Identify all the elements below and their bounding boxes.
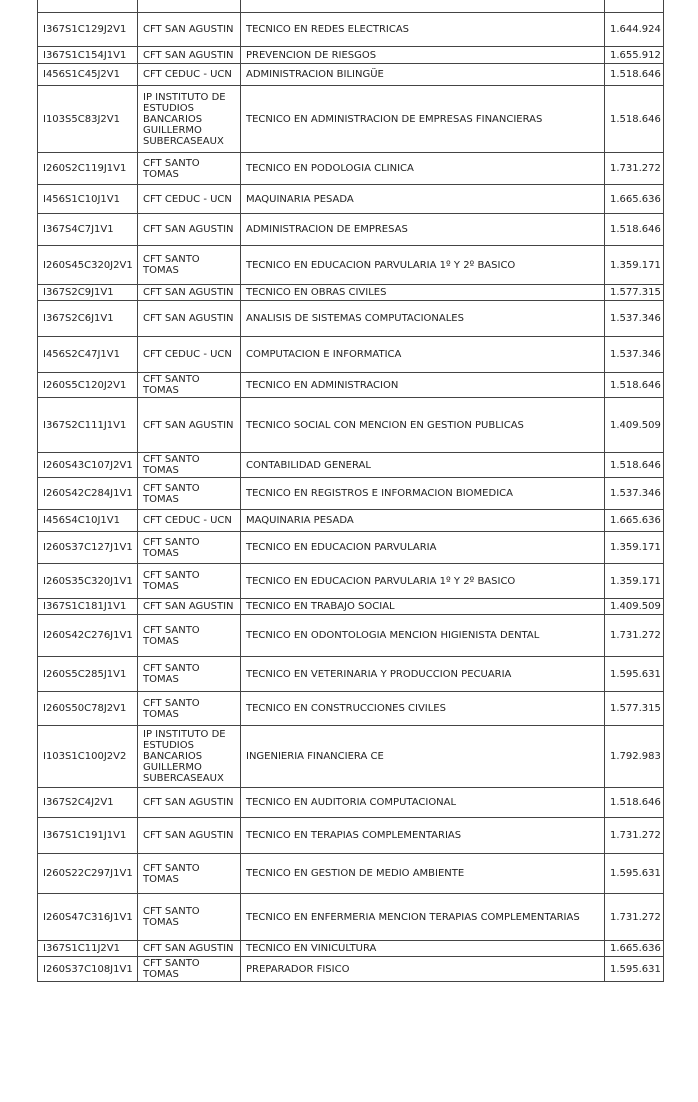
table-body [38, 13, 664, 982]
institution-cell: CFT CEDUC - UCN [138, 64, 241, 86]
amount-cell: 1.518.646 [605, 453, 664, 478]
program-code-cell: I260S22C297J1V1 [38, 854, 138, 894]
program-code-cell: I260S37C108J1V1 [38, 957, 138, 982]
program-code-cell: I456S2C47J1V1 [38, 337, 138, 373]
program-code-cell: I260S50C78J2V1 [38, 692, 138, 726]
table-row [38, 894, 664, 941]
amount-cell: 1.731.272 [605, 894, 664, 941]
institution-cell: CFT SANTO TOMAS [138, 615, 241, 657]
program-code-cell: I260S2C119J1V1 [38, 153, 138, 185]
table-row [38, 854, 664, 894]
table-row [38, 285, 664, 301]
table-row [38, 337, 664, 373]
table-row [38, 957, 664, 982]
institution-cell: CFT CEDUC - UCN [138, 337, 241, 373]
institution-cell: IP INSTITUTO DE ESTUDIOS BANCARIOS GUILLERMO SUBERCASEAUX [138, 86, 241, 153]
institution-cell: CFT CEDUC - UCN [138, 185, 241, 214]
career-cell: TECNICO EN GESTION DE MEDIO AMBIENTE [241, 854, 605, 894]
career-cell: INGENIERIA FINANCIERA CE [241, 726, 605, 788]
career-cell: TECNICO EN VETERINARIA Y PRODUCCION PECUARIA [241, 657, 605, 692]
career-cell: TECNICO EN EDUCACION PARVULARIA 1º Y 2º BASICO [241, 564, 605, 599]
amount-cell: 1.577.315 [605, 692, 664, 726]
career-cell: TECNICO EN PODOLOGIA CLINICA [241, 153, 605, 185]
institution-cell: CFT SAN AGUSTIN [138, 398, 241, 453]
table-row [38, 373, 664, 398]
program-code-cell: I367S1C181J1V1 [38, 599, 138, 615]
program-code-cell: I260S43C107J2V1 [38, 453, 138, 478]
amount-cell: 1.518.646 [605, 214, 664, 246]
amount-cell: 1.731.272 [605, 818, 664, 854]
career-cell: TECNICO EN ODONTOLOGIA MENCION HIGIENISTA DENTAL [241, 615, 605, 657]
column-rule [663, 0, 664, 12]
institution-cell: CFT SANTO TOMAS [138, 453, 241, 478]
program-code-cell: I367S2C6J1V1 [38, 301, 138, 337]
career-cell: ADMINISTRACION DE EMPRESAS [241, 214, 605, 246]
column-rule [137, 0, 138, 12]
institution-cell: CFT SAN AGUSTIN [138, 788, 241, 818]
document-page [37, 12, 664, 982]
table-row [38, 657, 664, 692]
table-row [38, 153, 664, 185]
career-cell: CONTABILIDAD GENERAL [241, 453, 605, 478]
career-cell: TECNICO EN CONSTRUCCIONES CIVILES [241, 692, 605, 726]
program-code-cell: I456S4C10J1V1 [38, 510, 138, 532]
table-top-rules [37, 0, 664, 12]
amount-cell: 1.537.346 [605, 301, 664, 337]
institution-cell: CFT SAN AGUSTIN [138, 285, 241, 301]
table-row [38, 599, 664, 615]
table-row [38, 246, 664, 285]
career-cell: TECNICO EN VINICULTURA [241, 941, 605, 957]
amount-cell: 1.644.924 [605, 13, 664, 47]
amount-cell: 1.792.983 [605, 726, 664, 788]
career-cell: TECNICO SOCIAL CON MENCION EN GESTION PUBLICAS [241, 398, 605, 453]
career-cell: TECNICO EN AUDITORIA COMPUTACIONAL [241, 788, 605, 818]
table-row [38, 564, 664, 599]
table-row [38, 214, 664, 246]
table-row [38, 478, 664, 510]
program-code-cell: I260S42C284J1V1 [38, 478, 138, 510]
amount-cell: 1.518.646 [605, 86, 664, 153]
career-cell: TECNICO EN REDES ELECTRICAS [241, 13, 605, 47]
institution-cell: CFT SANTO TOMAS [138, 957, 241, 982]
program-code-cell: I367S1C129J2V1 [38, 13, 138, 47]
institution-cell: CFT SANTO TOMAS [138, 894, 241, 941]
career-cell: PREPARADOR FISICO [241, 957, 605, 982]
table-row [38, 692, 664, 726]
amount-cell: 1.665.636 [605, 510, 664, 532]
table-row [38, 453, 664, 478]
institution-cell: CFT SANTO TOMAS [138, 657, 241, 692]
amount-cell: 1.595.631 [605, 854, 664, 894]
table-row [38, 615, 664, 657]
program-code-cell: I260S37C127J1V1 [38, 532, 138, 564]
table-row [38, 510, 664, 532]
amount-cell: 1.518.646 [605, 788, 664, 818]
career-cell: COMPUTACION E INFORMATICA [241, 337, 605, 373]
amount-cell: 1.595.631 [605, 657, 664, 692]
program-code-cell: I260S5C120J2V1 [38, 373, 138, 398]
amount-cell: 1.359.171 [605, 246, 664, 285]
institution-cell: CFT SAN AGUSTIN [138, 941, 241, 957]
program-code-cell: I456S1C10J1V1 [38, 185, 138, 214]
career-cell: TECNICO EN EDUCACION PARVULARIA 1º Y 2º BASICO [241, 246, 605, 285]
amount-cell: 1.409.509 [605, 599, 664, 615]
institution-cell: CFT SANTO TOMAS [138, 373, 241, 398]
institution-cell: CFT SANTO TOMAS [138, 246, 241, 285]
program-code-cell: I367S1C11J2V1 [38, 941, 138, 957]
amount-cell: 1.537.346 [605, 337, 664, 373]
program-code-cell: I367S2C4J2V1 [38, 788, 138, 818]
institution-cell: CFT SANTO TOMAS [138, 692, 241, 726]
amount-cell: 1.518.646 [605, 373, 664, 398]
career-cell: MAQUINARIA PESADA [241, 510, 605, 532]
amount-cell: 1.359.171 [605, 532, 664, 564]
institution-cell: CFT SANTO TOMAS [138, 478, 241, 510]
scholarship-table [37, 12, 664, 982]
amount-cell: 1.665.636 [605, 941, 664, 957]
institution-cell: CFT SANTO TOMAS [138, 153, 241, 185]
career-cell: TECNICO EN ADMINISTRACION DE EMPRESAS FINANCIERAS [241, 86, 605, 153]
table-row [38, 13, 664, 47]
amount-cell: 1.359.171 [605, 564, 664, 599]
program-code-cell: I260S5C285J1V1 [38, 657, 138, 692]
column-rule [240, 0, 241, 12]
career-cell: TECNICO EN EDUCACION PARVULARIA [241, 532, 605, 564]
institution-cell: CFT SAN AGUSTIN [138, 214, 241, 246]
program-code-cell: I367S2C111J1V1 [38, 398, 138, 453]
program-code-cell: I103S5C83J2V1 [38, 86, 138, 153]
column-rule [37, 0, 38, 12]
program-code-cell: I260S42C276J1V1 [38, 615, 138, 657]
career-cell: TECNICO EN REGISTROS E INFORMACION BIOMEDICA [241, 478, 605, 510]
career-cell: TECNICO EN TERAPIAS COMPLEMENTARIAS [241, 818, 605, 854]
institution-cell: CFT SAN AGUSTIN [138, 818, 241, 854]
amount-cell: 1.731.272 [605, 153, 664, 185]
table-row [38, 185, 664, 214]
program-code-cell: I456S1C45J2V1 [38, 64, 138, 86]
column-rule [604, 0, 605, 12]
career-cell: TECNICO EN ENFERMERIA MENCION TERAPIAS COMPLEMENTARIAS [241, 894, 605, 941]
career-cell: ANALISIS DE SISTEMAS COMPUTACIONALES [241, 301, 605, 337]
career-cell: TECNICO EN TRABAJO SOCIAL [241, 599, 605, 615]
institution-cell: CFT SANTO TOMAS [138, 564, 241, 599]
program-code-cell: I260S35C320J1V1 [38, 564, 138, 599]
amount-cell: 1.655.912 [605, 47, 664, 64]
career-cell: TECNICO EN OBRAS CIVILES [241, 285, 605, 301]
table-row [38, 398, 664, 453]
institution-cell: CFT SANTO TOMAS [138, 854, 241, 894]
amount-cell: 1.731.272 [605, 615, 664, 657]
institution-cell: CFT CEDUC - UCN [138, 510, 241, 532]
amount-cell: 1.537.346 [605, 478, 664, 510]
program-code-cell: I367S4C7J1V1 [38, 214, 138, 246]
table-row [38, 301, 664, 337]
table-row [38, 818, 664, 854]
amount-cell: 1.577.315 [605, 285, 664, 301]
career-cell: ADMINISTRACION BILINGÜE [241, 64, 605, 86]
career-cell: PREVENCION DE RIESGOS [241, 47, 605, 64]
table-row [38, 86, 664, 153]
career-cell: MAQUINARIA PESADA [241, 185, 605, 214]
amount-cell: 1.409.509 [605, 398, 664, 453]
program-code-cell: I367S1C191J1V1 [38, 818, 138, 854]
table-row [38, 941, 664, 957]
program-code-cell: I260S45C320J2V1 [38, 246, 138, 285]
program-code-cell: I103S1C100J2V2 [38, 726, 138, 788]
table-row [38, 47, 664, 64]
program-code-cell: I260S47C316J1V1 [38, 894, 138, 941]
table-row [38, 788, 664, 818]
amount-cell: 1.665.636 [605, 185, 664, 214]
institution-cell: CFT SANTO TOMAS [138, 532, 241, 564]
institution-cell: IP INSTITUTO DE ESTUDIOS BANCARIOS GUILLERMO SUBERCASEAUX [138, 726, 241, 788]
table-row [38, 726, 664, 788]
table-row [38, 64, 664, 86]
amount-cell: 1.518.646 [605, 64, 664, 86]
program-code-cell: I367S1C154J1V1 [38, 47, 138, 64]
program-code-cell: I367S2C9J1V1 [38, 285, 138, 301]
institution-cell: CFT SAN AGUSTIN [138, 599, 241, 615]
career-cell: TECNICO EN ADMINISTRACION [241, 373, 605, 398]
institution-cell: CFT SAN AGUSTIN [138, 301, 241, 337]
institution-cell: CFT SAN AGUSTIN [138, 13, 241, 47]
amount-cell: 1.595.631 [605, 957, 664, 982]
institution-cell: CFT SAN AGUSTIN [138, 47, 241, 64]
table-row [38, 532, 664, 564]
